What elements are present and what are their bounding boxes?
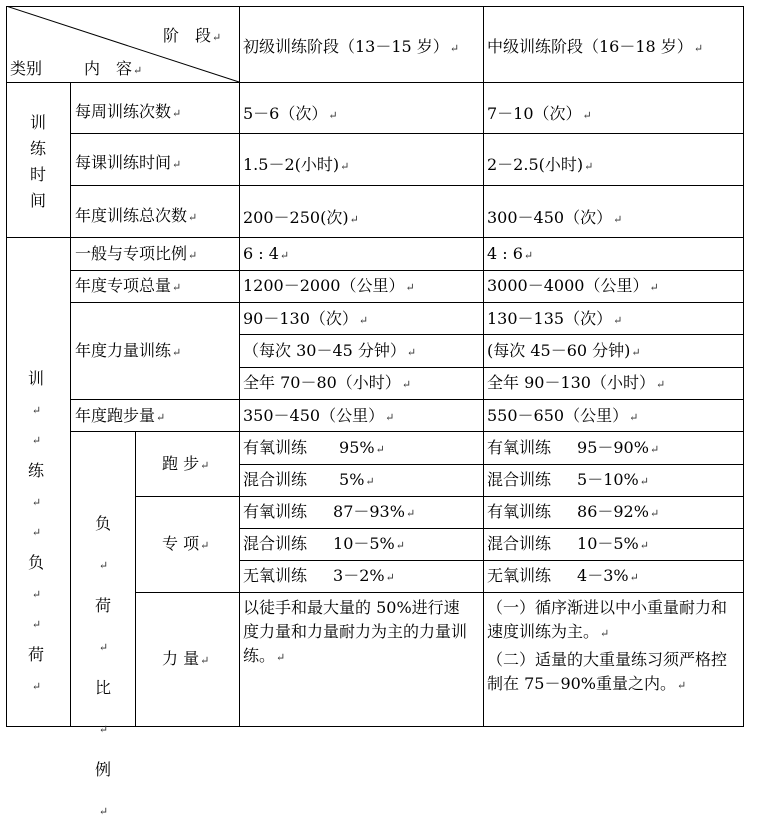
- running-mixed-intermediate: 混合训练 5－10%↵: [487, 470, 649, 489]
- special-anaerobic-intermediate: 无氧训练 4－3%↵: [487, 566, 639, 585]
- annual-special-volume-junior: 1200－2000（公里）↵: [243, 276, 415, 295]
- rule: [483, 6, 484, 727]
- rule: [239, 528, 744, 529]
- annual-sessions-intermediate: 300－450（次）↵: [487, 208, 623, 227]
- rule: [70, 399, 744, 400]
- session-duration-junior: 1.5－2(小时)↵: [243, 155, 350, 174]
- annual-running-junior: 350－450（公里）↵: [243, 406, 395, 425]
- rule: [135, 431, 136, 727]
- weekly-sessions-label: 每周训练次数↵: [75, 102, 182, 121]
- rule: [6, 726, 744, 727]
- strength-ratio-label: 力 量↵: [162, 649, 210, 668]
- junior-stage-heading: 初级训练阶段（13－15 岁）↵: [243, 37, 460, 56]
- rule: [239, 367, 744, 368]
- rule: [6, 237, 744, 238]
- session-duration-label: 每课训练时间↵: [75, 153, 182, 172]
- special-mixed-intermediate: 混合训练 10－5%↵: [487, 534, 649, 553]
- rule: [239, 6, 240, 727]
- training-load-label: 训↵ ↵ 练↵ ↵ 负↵ ↵ 荷↵: [27, 369, 44, 693]
- annual-strength-intermediate-hours: 全年 90－130（小时）↵: [487, 373, 666, 392]
- training-time-label: 训 练 时 间: [29, 113, 46, 210]
- special-anaerobic-junior: 无氧训练 3－2%↵: [243, 566, 395, 585]
- rule: [239, 334, 744, 335]
- running-aerobic-junior: 有氧训练 95%↵: [243, 438, 385, 457]
- weekly-sessions-junior: 5－6（次）↵: [243, 104, 338, 123]
- category-header: 类别: [10, 59, 43, 78]
- annual-strength-intermediate-duration: (每次 45－60 分钟)↵: [487, 341, 641, 360]
- rule: [70, 431, 744, 432]
- rule: [70, 302, 744, 303]
- general-special-ratio-intermediate: 4 : 6↵: [487, 244, 534, 263]
- special-aerobic-junior: 有氧训练 87－93%↵: [243, 502, 416, 521]
- annual-running-label: 年度跑步量↵: [75, 406, 166, 425]
- annual-sessions-label: 年度训练总次数↵: [75, 206, 198, 225]
- rule: [70, 133, 744, 134]
- content-header: 内 容↵: [84, 59, 143, 78]
- rule: [135, 496, 744, 497]
- annual-sessions-junior: 200－250(次)↵: [243, 208, 359, 227]
- strength-junior-text: 以徒手和最大量的 50%进行速度力量和力量耐力为主的力量训练。↵: [243, 598, 468, 665]
- annual-strength-junior-hours: 全年 70－80（小时）↵: [243, 373, 412, 392]
- annual-running-intermediate: 550－650（公里）↵: [487, 406, 639, 425]
- rule: [70, 82, 71, 727]
- rule: [743, 6, 744, 727]
- special-aerobic-intermediate: 有氧训练 86－92%↵: [487, 502, 660, 521]
- annual-special-volume-label: 年度专项总量↵: [75, 276, 182, 295]
- general-special-ratio-label: 一般与专项比例↵: [75, 244, 198, 263]
- training-plan-table: [6, 6, 744, 818]
- stage-header: 阶 段↵: [163, 26, 222, 45]
- rule: [239, 464, 744, 465]
- strength-intermediate-text-2: （二）适量的大重量练习须严格控制在 75－90%重量之内。↵: [487, 650, 728, 693]
- rule: [6, 6, 7, 727]
- rule: [70, 270, 744, 271]
- general-special-ratio-junior: 6 : 4↵: [243, 244, 290, 263]
- special-ratio-label: 专 项↵: [162, 534, 210, 553]
- intermediate-stage-heading: 中级训练阶段（16－18 岁）↵: [487, 37, 704, 56]
- strength-intermediate-text-1: （一）循序渐进以中小重量耐力和速度训练为主。↵: [487, 598, 728, 641]
- weekly-sessions-intermediate: 7－10（次）↵: [487, 104, 592, 123]
- load-ratio-label: 负↵ 荷↵ 比↵ 例↵: [94, 514, 111, 818]
- annual-special-volume-intermediate: 3000－4000（公里）↵: [487, 276, 659, 295]
- running-aerobic-intermediate: 有氧训练 95－90%↵: [487, 438, 660, 457]
- special-mixed-junior: 混合训练 10－5%↵: [243, 534, 405, 553]
- annual-strength-label: 年度力量训练↵: [75, 341, 182, 360]
- rule: [70, 185, 744, 186]
- rule: [135, 592, 744, 593]
- annual-strength-intermediate-sessions: 130－135（次）↵: [487, 309, 623, 328]
- annual-strength-junior-duration: （每次 30－45 分钟）↵: [243, 341, 417, 360]
- rule: [239, 560, 744, 561]
- annual-strength-junior-sessions: 90－130（次）↵: [243, 309, 369, 328]
- running-ratio-label: 跑 步↵: [162, 454, 210, 473]
- running-mixed-junior: 混合训练 5%↵: [243, 470, 375, 489]
- session-duration-intermediate: 2－2.5(小时)↵: [487, 155, 594, 174]
